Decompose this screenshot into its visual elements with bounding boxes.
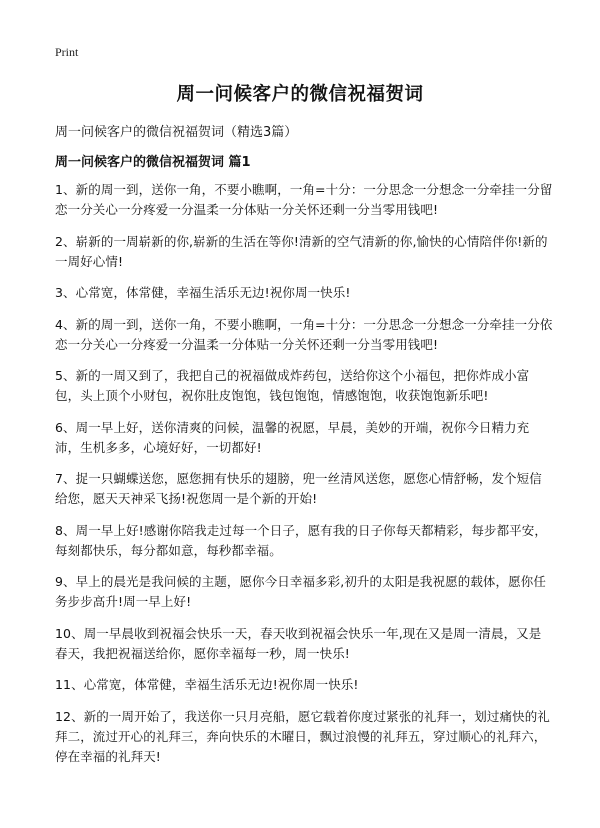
document-title: 周一问候客户的微信祝福贺词: [176, 84, 424, 105]
paragraph: 12、新的一周开始了，我送你一只月亮船，愿它载着你度过紧张的礼拜一，划过痛快的礼拜二，流过开心的礼拜三，奔向快乐的木曜日，飘过浪慢的礼拜五，穿过顺心的礼拜六，停在幸福的礼拜天!: [55, 708, 550, 764]
paragraph: 3、心常宽，体常健，幸福生活乐无边!祝你周一快乐!: [55, 285, 351, 300]
paragraph: 7、捉一只蝴蝶送您，愿您拥有快乐的翅膀，兜一丝清风送您，愿您心情舒畅，发个短信给您，愿天天神采飞扬!祝您周一是个新的开始!: [55, 471, 542, 506]
section-heading: 周一问候客户的微信祝福贺词 篇1: [55, 155, 251, 170]
paragraph: 4、新的周一到，送你一角，不要小瞧啊，一角=十分：一分思念一分想念一分牵挂一分依恋一分关心一分疼爱一分温柔一分体贴一分关怀还剩一分当零用钱吧!: [55, 316, 553, 352]
paragraph-list: [55, 180, 553, 778]
paragraph: 8、周一早上好!感谢你陪我走过每一个日子，愿有我的日子你每天都精彩，每步都平安，每刻都快乐，每分都如意，每秒都幸福。: [55, 522, 547, 558]
paragraph: 5、新的一周又到了，我把自己的祝福做成炸药包，送给你这个小福包，把你炸成小富包，头上顶个小财包，祝你肚皮饱饱，钱包饱饱，情感饱饱，收获饱饱新乐吧!: [55, 368, 530, 403]
paragraph: 6、周一早上好，送你清爽的问候，温馨的祝愿，早晨，美妙的开端，祝你今日精力充沛，生机多多，心境好好，一切都好!: [55, 419, 530, 455]
document-subtitle: 周一问候客户的微信祝福贺词（精选3篇）: [55, 125, 298, 140]
paragraph: 9、早上的晨光是我问候的主题，愿你今日幸福多彩,初升的太阳是我祝愿的载体，愿你任务步步高升!周一早上好!: [55, 574, 546, 609]
paragraph: 11、心常宽，体常健，幸福生活乐无边!祝你周一快乐!: [55, 677, 359, 692]
paragraph: 10、周一早晨收到祝福会快乐一天，春天收到祝福会快乐一年,现在又是周一清晨，又是春天，我把祝福送给你，愿你幸福每一秒，周一快乐!: [55, 625, 542, 661]
paragraph: 1、新的周一到，送你一角，不要小瞧啊，一角=十分：一分思念一分想念一分牵挂一分留恋一分关心一分疼爱一分温柔一分体贴一分关怀还剩一分当零用钱吧!: [55, 182, 553, 217]
print-link[interactable]: Print: [55, 45, 79, 59]
paragraph: 2、崭新的一周崭新的你,崭新的生活在等你!清新的空气清新的你,愉快的心情陪伴你!新的一周好心情!: [55, 233, 548, 269]
